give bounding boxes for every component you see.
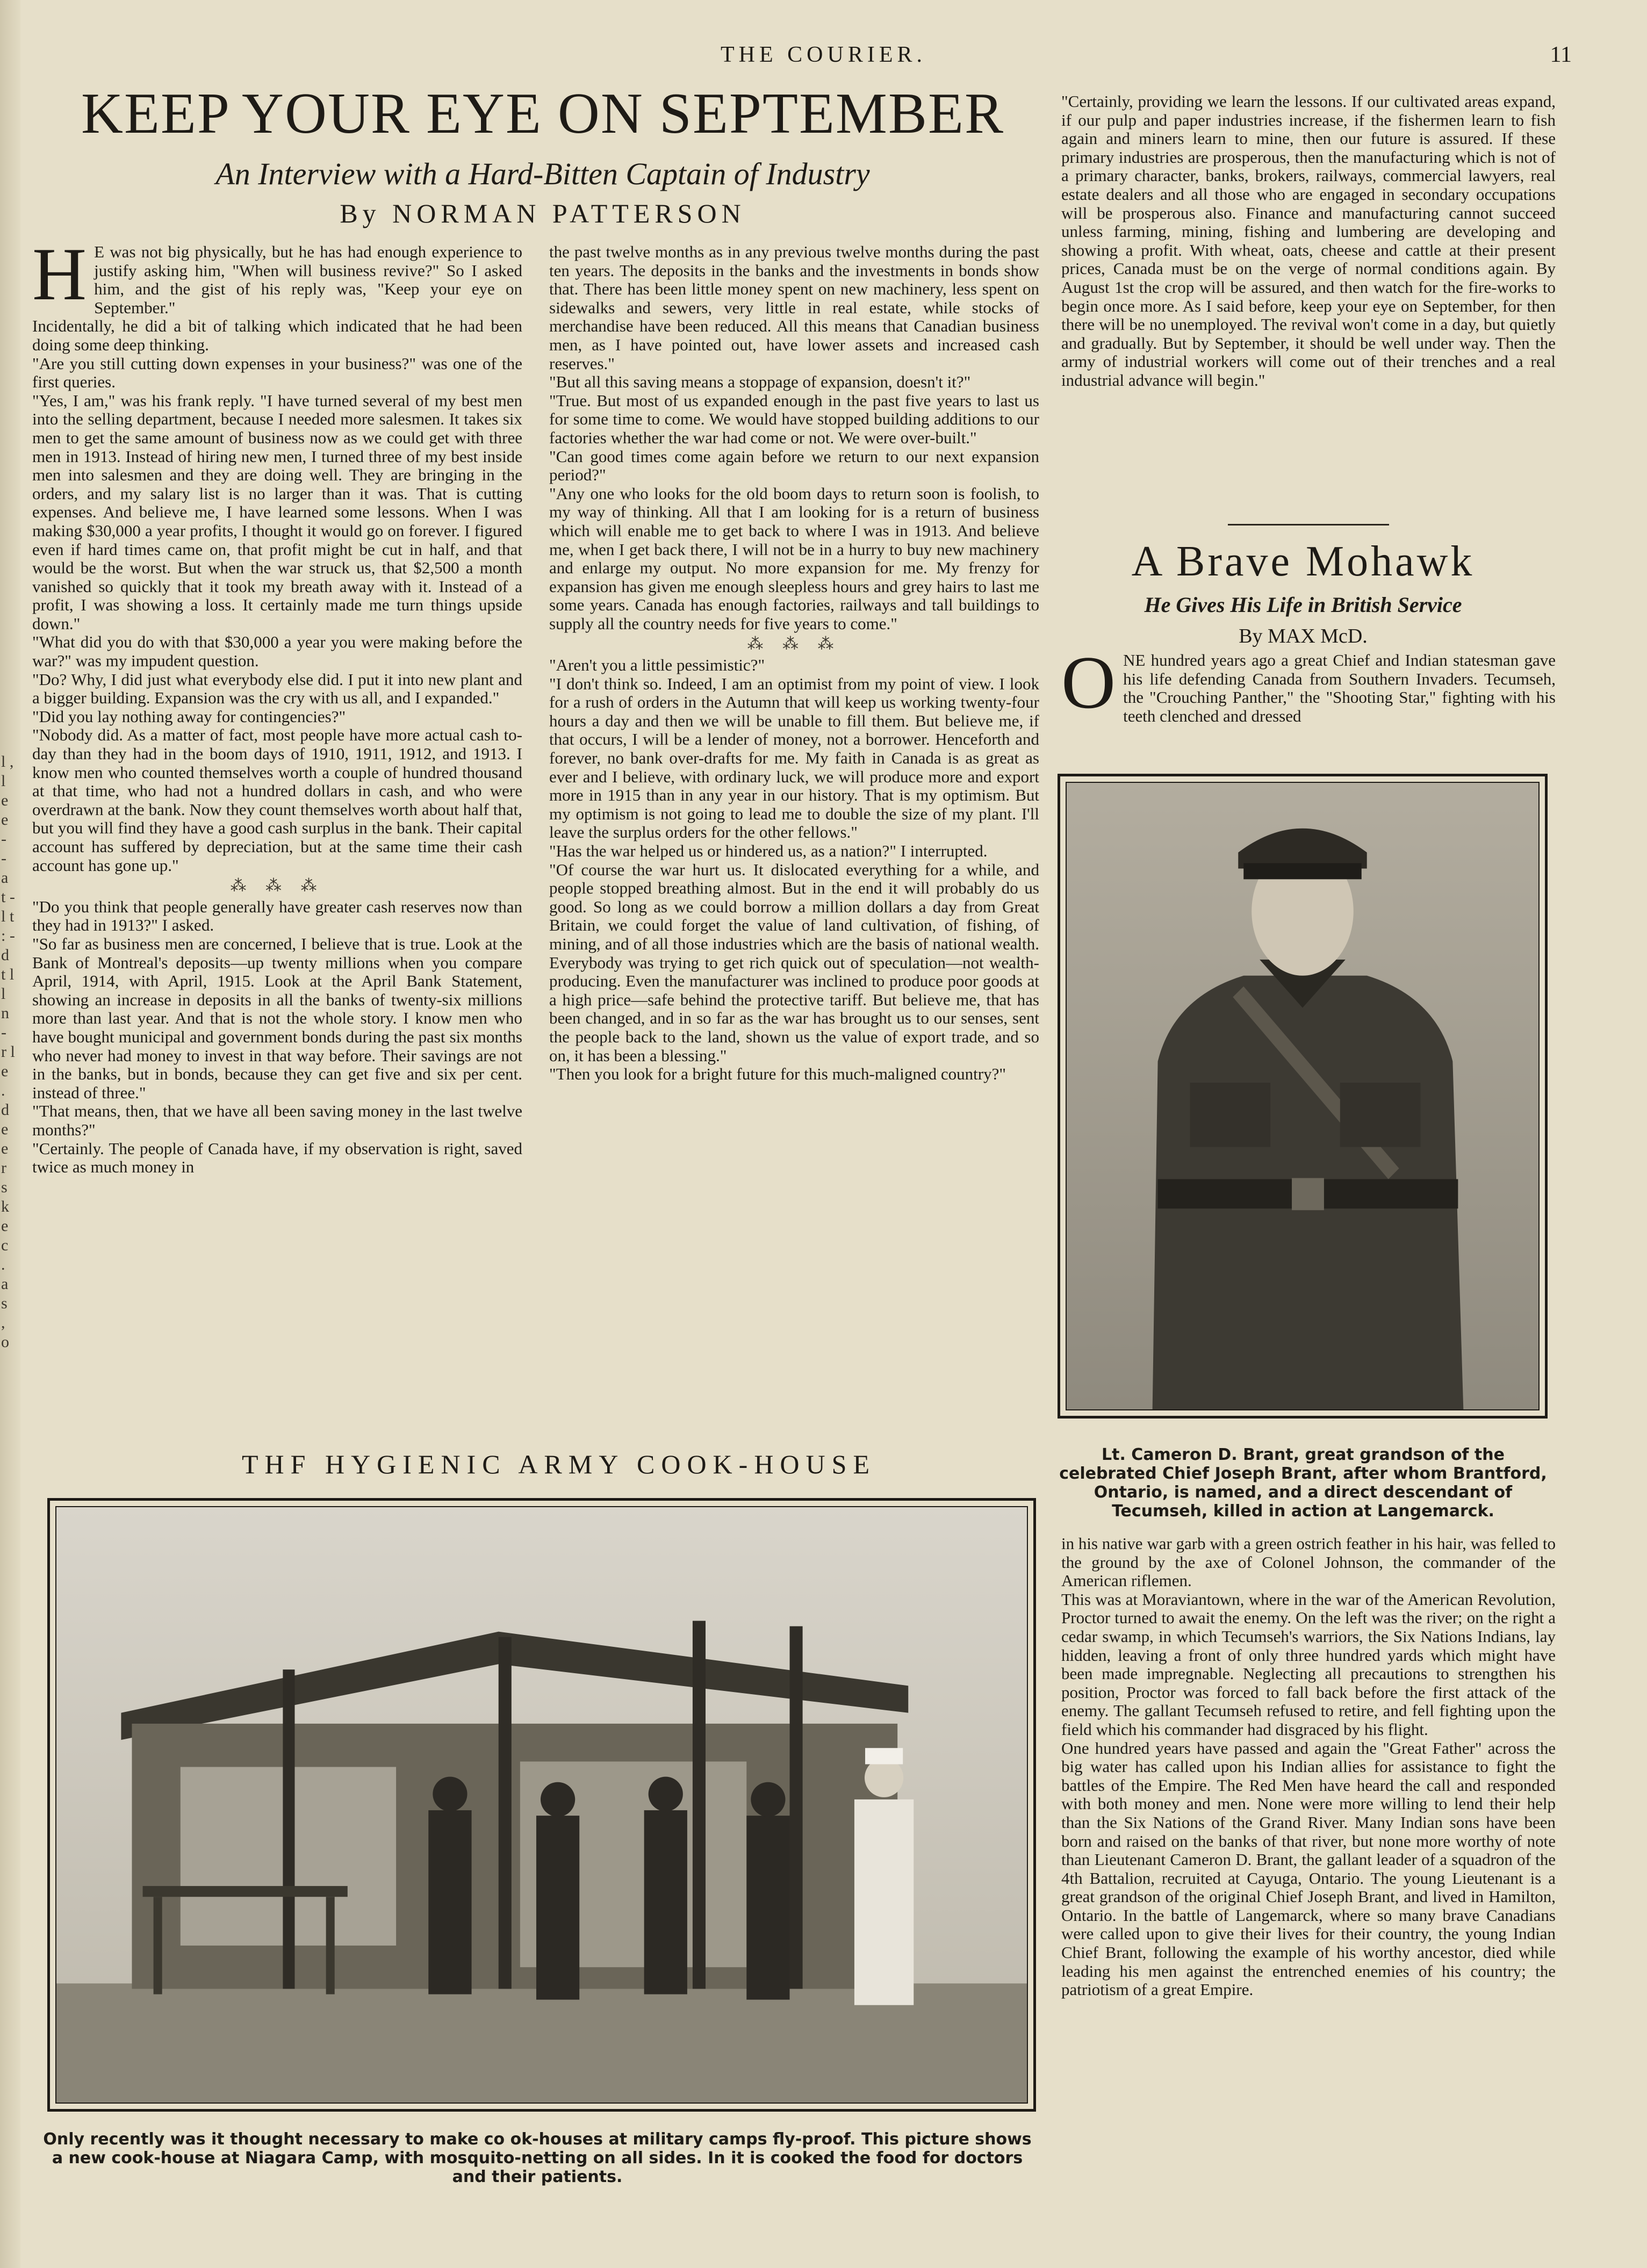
paragraph: "But all this saving means a stoppage of expansion, doesn't it?": [549, 372, 971, 392]
paragraph: in his native war garb with a green ostrich feather in his hair, was felled to the ground by the axe of Colonel Johnson, the commander of the American riflemen.: [1061, 1534, 1556, 1590]
column-divider-rule: [1228, 524, 1389, 525]
paragraph: NE hundred years ago a great Chief and Indian statesman gave his life defending Canada from Southern Invaders. Tecumseh, the "Crouching Panther," the "Shooting Star," fighting with his teeth clenched and dressed: [1123, 651, 1556, 725]
cookhouse-title: THF HYGIENIC ARMY COOK-HOUSE: [242, 1449, 876, 1479]
paragraph: "Any one who looks for the old boom days to return soon is foolish, to my way of thinking. All that I am looking for is a return of business which will enable me to get back to where I was in 1913. And believe me, when I get back there, I will not be in a hurry to buy new machinery and enlarge my output. No more expansion for me. My frenzy for expansion has given me enough sleepless hours and grey hairs to last me some years. Canada has enough factories, railways and tall buildings to supply all the country needs for five years to come.": [549, 484, 1039, 633]
paragraph: "Nobody did. As a matter of fact, most people have more actual cash to-day than they had in the boom days of 1910, 1911, 1912, and 1913. I know men who counted themselves worth a couple of hundred thousand at that time, who had not a hundred dollars in cash, and who were overdrawn at the bank. Now they count themselves worth about half that, but you will find they have a good cash surplus in the bank. Their capital account has suffered by depreciation, but at the same time their cash account has gone up.": [32, 725, 522, 875]
paragraph: "So far as business men are concerned, I believe that is true. Look at the Bank of Montreal's deposits—up twenty millions when you compare April, 1914, with April, 1915. Look at the April Bank Statement, showing an increase in deposits in all the banks of twenty-six millions more than last year. And that is not the whole story. I know men who have bought municipal and government bonds during the past six months who never had money to invest in that way before. Their savings are not in the banks, but in bonds, because they can get five and six per cent. instead of three.": [32, 934, 522, 1102]
dropcap-o: O: [1061, 641, 1116, 724]
paragraph: "Did you lay nothing away for contingencies?": [32, 707, 346, 726]
sidebar-continued: [1061, 1535, 1556, 1999]
portrait-photo: [1066, 782, 1540, 1410]
section-ornament: ⁂ ⁂ ⁂: [747, 635, 842, 653]
sidebar-title: A Brave Mohawk: [1131, 538, 1475, 585]
paragraph: "Has the war helped us or hindered us, as a nation?" I interrupted.: [549, 841, 988, 860]
cookhouse-photo-frame: [47, 1498, 1036, 2112]
dropcap-h: H: [32, 233, 87, 316]
article-column-3: [1061, 92, 1556, 390]
article-subheadline: An Interview with a Hard-Bitten Captain of Industry: [215, 156, 870, 191]
paragraph: "Certainly, providing we learn the lessons. If our cultivated areas expand, if our pulp and paper industries increase, if the fishermen learn to fish again and miners learn to mine, then our future is assured. If these primary industries are prosperous, then the manufacturing which is not of a primary character, banks, brokers, railways, commercial lawyers, real estate dealers and all those who are engaged in secondary occupations will be prosperous also. Finance and manufacturing cannot succeed unless farming, mining, fishing and lumbering are developing and showing a profit. With wheat, oats, cheese and cattle at their present prices, Canada must be on the verge of normal conditions again. By August 1st the crop will be assured, and then watch for the fire-works to begin once more. As I said before, keep your eye on September, for then there will be no unemployed. The revival won't come in a day, but quietly and gradually. But by September, it should be well under way. Then the army of industrial workers will come out of their trenches and a real industrial advance will begin.": [1061, 92, 1556, 390]
paragraph: "Do you think that people generally have greater cash reserves now than they had in 1913?" I asked.: [32, 897, 522, 935]
paragraph: Incidentally, he did a bit of talking which indicated that he had been doing some deep thinking.: [32, 316, 522, 354]
paragraph: This was at Moraviantown, where in the war of the American Revolution, Proctor turned to await the enemy. On the left was the river; on the right a cedar swamp, in which Tecumseh's warriors, the Six Nations Indians, lay hidden, leaving a front of only three hundred yards which might have been made impregnable. Neglecting all precautions to strengthen his position, Proctor was forced to fall back before the first attack of the enemy. The gallant Tecumseh refused to retire, and fell fighting upon the field which his commander had disgraced by his flight.: [1061, 1589, 1556, 1739]
article-byline: By NORMAN PATTERSON: [340, 198, 746, 228]
section-ornament: ⁂ ⁂ ⁂: [230, 877, 325, 895]
paragraph: "True. But most of us expanded enough in the past five years to last us for some time to come. We would have stopped building additions to our factories whether the war had come or not. We were over-built.": [549, 391, 1039, 447]
paragraph: "That means, then, that we have all been saving money in the last twelve months?": [32, 1101, 522, 1139]
cookhouse-photo: [55, 1506, 1028, 2104]
portrait-photo-frame: [1058, 774, 1548, 1419]
paragraph: "Yes, I am," was his frank reply. "I have turned several of my best men into the selling department, because I needed more salesmen. It takes six men to get the same amount of business now as we could get with three men in 1913. Instead of hiring new men, I turned three of my best inside men into salesmen and they are doing well. They are bringing in the orders, and my salary list is no larger than it was. That is cutting expenses. And believe me, I have learned some lessons. When I was making $30,000 a year profits, I thought it would go on forever. I figured even if hard times came on, that profit might be cut in half, and that would be the worst. But when the war struck us, that $2,500 a month vanished so quickly that it took my breath away with it. Instead of a profit, I was showing a loss. It certainly made me turn things upside down.": [32, 391, 522, 633]
soldier-portrait-image: [1067, 783, 1538, 1409]
cookhouse-caption: Only recently was it thought necessary to make co ok-houses at military camps fly-proof. This picture shows a new cook-house at Niagara Camp, with mosquito-netting on all sides. In it is cooked the food for doctors and their patients.: [43, 2130, 1032, 2186]
paragraph: "Are you still cutting down expenses in your business?" was one of the first queries.: [32, 354, 522, 392]
sidebar-subtitle: He Gives His Life in British Service: [1144, 593, 1462, 617]
paragraph: One hundred years have passed and again the "Great Father" across the big water has called upon his Indian allies for assistance to fight the battles of the Empire. The Red Men have heard the call and responded with both money and men. None were more willing to lend their help than the Six Nations of the Grand River. Many Indian sons have been born and raised on the banks of that river, but none more worthy of note than Lieutenant Cameron D. Brant, the gallant leader of a squadron of the 4th Battalion, recruited at Cayuga, Ontario. The young Lieutenant is a great grandson of the original Chief Joseph Brant, and lived in Hamilton, Ontario. In the battle of Langemarck, where so many brave Canadians were called upon to give their lives for their country, the young Indian Chief Brant, following the example of his worthy ancestor, died while leading his men against the entrenched enemies of his country; the patriotism of a great Empire.: [1061, 1738, 1556, 1999]
paragraph: E was not big physically, but he has had enough experience to justify asking him, "When will business revive?" So I asked him, and the gist of his reply was, "Keep your eye on September.": [94, 242, 522, 317]
sidebar-intro: [1061, 641, 1556, 725]
paragraph: "Certainly. The people of Canada have, if my observation is right, saved twice as much money in: [32, 1139, 522, 1177]
paragraph: "Do? Why, I did just what everybody else did. I put it into new plant and a bigger building. Expansion was the cry with us all, and I expanded.": [32, 669, 522, 708]
paragraph: "Can good times come again before we return to our next expansion period?": [549, 447, 1039, 485]
portrait-caption: Lt. Cameron D. Brant, great grandson of the celebrated Chief Joseph Brant, after whom Brantford, Ontario, is named, and a direct descendant of Tecumseh, killed in action at Langemarck.: [1059, 1445, 1547, 1521]
running-head: THE COURIER.: [721, 42, 926, 67]
paragraph: "Then you look for a bright future for this much-maligned country?": [549, 1064, 1006, 1084]
article-column-2: [549, 243, 1039, 1084]
paragraph: "What did you do with that $30,000 a year you were making before the war?" was my impudent question.: [32, 632, 522, 671]
cookhouse-image: [56, 1507, 1027, 2103]
paragraph: "Aren't you a little pessimistic?": [549, 656, 765, 675]
paragraph: the past twelve months as in any previous twelve months during the past ten years. The deposits in the banks and the investments in bonds show that. There has been little money spent on new machinery, less spent on sidewalks and sewers, very little in real estate, while stocks of merchandise have been reduced. All this means that Canadian business men, as I have pointed out, have lower assets and increased cash reserves.": [549, 242, 1039, 373]
paragraph: "I don't think so. Indeed, I am an optimist from my point of view. I look for a rush of orders in the Autumn that will keep us working twenty-four hours a day and then we will be unable to fill them. But believe me, if that occurs, I will be a lender of money, not a borrower. Henceforth and forever, no bank over-drafts for me. My faith in Canada is as great as ever and I believe, with ordinary luck, we will produce more and export more in 1915 than in any year in our history. That is my optimism. But my optimism is not going to lead me to double the size of my plant. I'll leave the surplus orders for the other fellows.": [549, 674, 1039, 842]
page-number: 11: [1550, 42, 1572, 67]
paragraph: "Of course the war hurt us. It dislocated everything for a while, and people stopped breathing almost. But in the end it will probably do us good. So long as we could borrow a million dollars a day from Great Britain, we could forget the value of land cultivation, of fishing, of mining, and of all those industries which are the basis of national wealth. Everybody was trying to get rich quick out of speculation—not wealth-producing. Even the manufacturer was inclined to produce poor goods at a high price—safe behind the protective tariff. But believe me, that has been changed, and in so far as the war has brought us to our senses, sent the people back to the land, shown us the value of export trade, and so on, it has been a blessing.": [549, 860, 1039, 1065]
sidebar-byline: By MAX McD.: [1239, 625, 1368, 647]
margin-text-fragments: l , l e e - - a t - l t : - d t l l n - r l e . d e e r s k e c . a s , o: [1, 753, 15, 1351]
article-headline: KEEP YOUR EYE ON SEPTEMBER: [81, 82, 1005, 146]
article-column-1: [32, 233, 522, 1177]
